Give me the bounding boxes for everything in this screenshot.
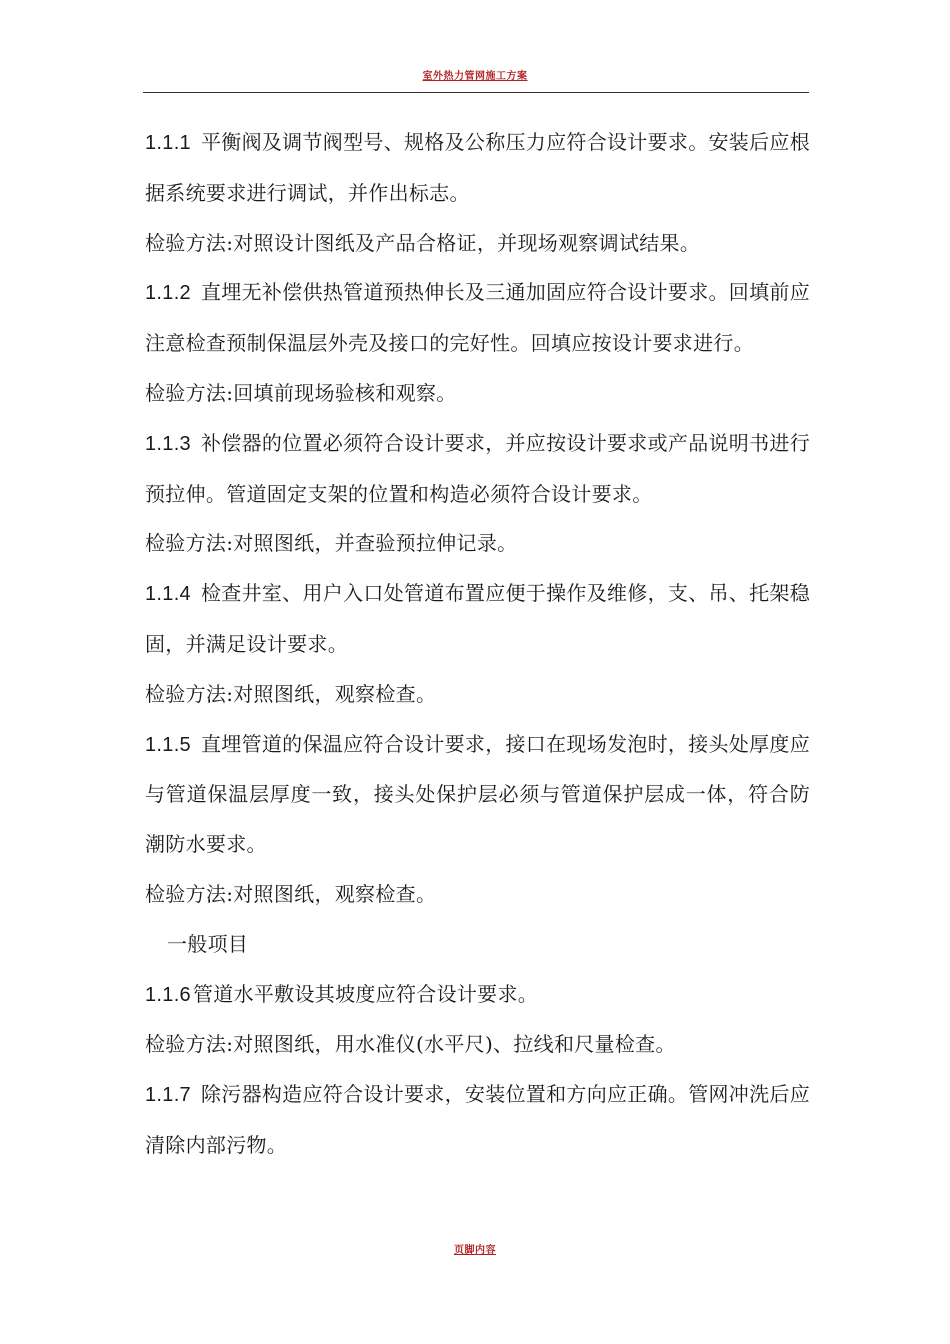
clause-number: 1.1.2 bbox=[145, 282, 191, 305]
clause-number: 1.1.7 bbox=[145, 1084, 191, 1107]
header-divider bbox=[143, 92, 809, 93]
clause-1-1-5 bbox=[145, 720, 810, 870]
clause-text: 除污器构造应符合设计要求，安装位置和方向应正确。管网冲洗后应清除内部污物。 bbox=[145, 1082, 810, 1157]
clause-text: 直埋管道的保温应符合设计要求，接口在现场发泡时，接头处厚度应与管道保温层厚度一致，接头处保护层必须与管道保护层成一体，符合防潮防水要求。 bbox=[145, 731, 810, 857]
clause-1-1-7 bbox=[145, 1070, 810, 1171]
inspection-method bbox=[145, 1020, 810, 1070]
page-header-title: 室外热力管网施工方案 bbox=[422, 71, 528, 82]
page-footer: 页脚内容 bbox=[454, 1245, 496, 1256]
clause-text: 检查井室、用户入口处管道布置应便于操作及维修，支、吊、托架稳固，并满足设计要求。 bbox=[145, 581, 810, 656]
method-text: 检验方法:对照设计图纸及产品合格证，并现场观察调试结果。 bbox=[145, 230, 701, 255]
clause-1-1-6 bbox=[145, 970, 810, 1021]
method-text: 检验方法:回填前现场验核和观察。 bbox=[145, 380, 457, 405]
method-text: 检验方法:对照图纸，用水准仪(水平尺)、拉线和尺量检查。 bbox=[145, 1032, 676, 1057]
inspection-method bbox=[145, 670, 810, 720]
method-text: 检验方法:对照图纸，并查验预拉伸记录。 bbox=[145, 531, 518, 556]
clause-text: 补偿器的位置必须符合设计要求，并应按设计要求或产品说明书进行预拉伸。管道固定支架的位置和构造必须符合设计要求。 bbox=[145, 430, 810, 506]
clause-number: 1.1.6 bbox=[145, 983, 191, 1006]
section-heading-text: 一般项目 bbox=[167, 931, 249, 956]
clause-1-1-4 bbox=[145, 569, 810, 670]
section-heading-general-items bbox=[145, 920, 810, 970]
clause-text: 管道水平敷设其坡度应符合设计要求。 bbox=[192, 981, 539, 1006]
inspection-method bbox=[145, 219, 810, 269]
clause-text: 直埋无补偿供热管道预热伸长及三通加固应符合设计要求。回填前应注意检查预制保温层外壳及接口的完好性。回填应按设计要求进行。 bbox=[145, 280, 810, 356]
clause-text: 平衡阀及调节阀型号、规格及公称压力应符合设计要求。安装后应根据系统要求进行调试，并作出标志。 bbox=[145, 130, 810, 205]
clause-number: 1.1.4 bbox=[145, 583, 191, 606]
clause-1-1-3 bbox=[145, 419, 810, 520]
clause-number: 1.1.1 bbox=[145, 132, 191, 154]
clause-number: 1.1.5 bbox=[145, 733, 191, 756]
document-body bbox=[145, 118, 810, 1171]
method-text: 检验方法:对照图纸，观察检查。 bbox=[145, 681, 437, 706]
clause-number: 1.1.3 bbox=[145, 432, 191, 455]
method-text: 检验方法:对照图纸，观察检查。 bbox=[145, 881, 437, 906]
clause-1-1-2 bbox=[145, 268, 810, 369]
inspection-method bbox=[145, 369, 810, 419]
inspection-method bbox=[145, 870, 810, 920]
clause-1-1-1 bbox=[145, 118, 810, 219]
inspection-method bbox=[145, 519, 810, 569]
